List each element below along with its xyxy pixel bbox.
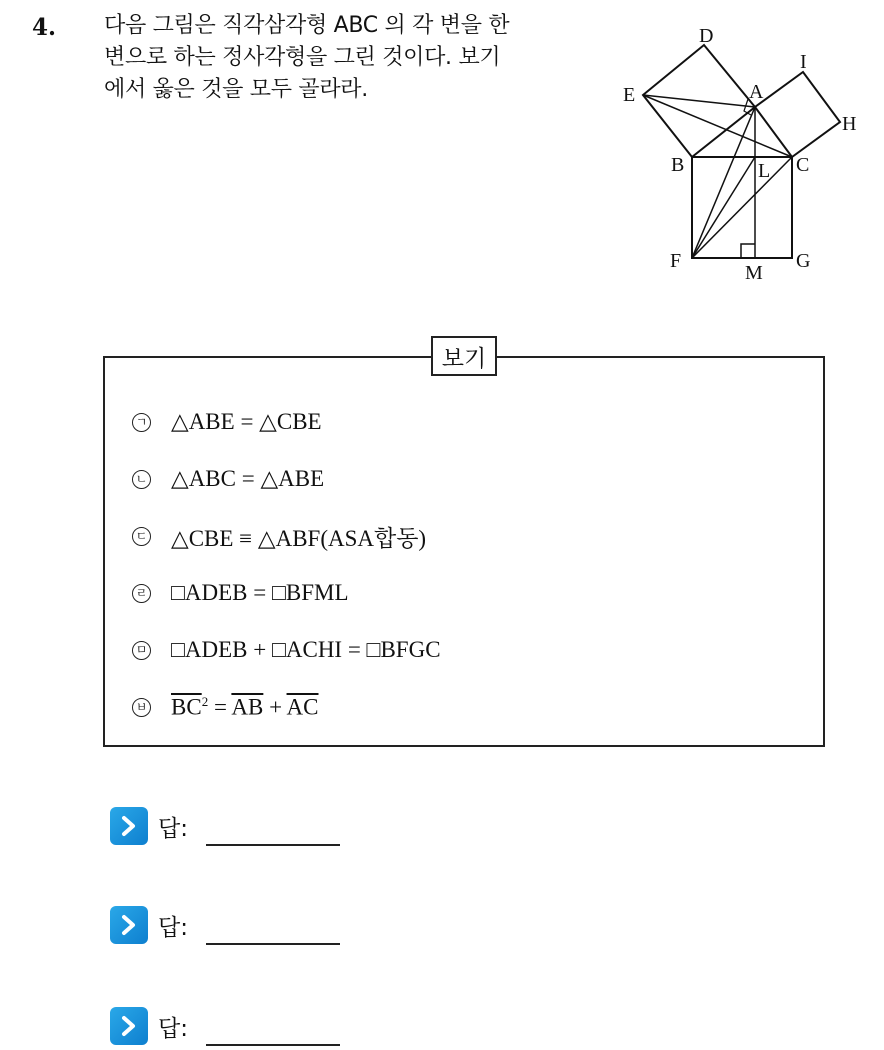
label-i: I [800, 51, 807, 73]
segment-ab: $\overline{AB}$ [231, 694, 264, 720]
option-6 [132, 687, 319, 727]
answer-label: 답: [158, 1015, 188, 1042]
option-marker: ㄴ [132, 470, 151, 489]
option-text: △CBE ≡ △ABF(ASA합동) [171, 525, 427, 551]
option-marker: ㄹ [132, 584, 151, 603]
option-2 [132, 459, 324, 499]
option-text: △ABC = △ABE [171, 466, 325, 491]
question-number: 4. [32, 14, 57, 41]
label-m: M [745, 262, 763, 284]
chevron-right-icon [110, 906, 148, 944]
pythagorean-figure [612, 14, 862, 286]
answer-label: 답: [158, 914, 188, 941]
label-b: B [671, 154, 685, 176]
exponent: 2 [201, 693, 209, 709]
chevron-right-icon [110, 1007, 148, 1045]
option-1 [132, 402, 322, 442]
label-g: G [796, 250, 811, 272]
option-marker: ㄱ [132, 413, 151, 432]
option-marker: ㅁ [132, 641, 151, 660]
option-5 [132, 630, 441, 670]
option-marker: ㄷ [132, 527, 151, 546]
question-line-3: 에서 옳은 것을 모두 골라라. [104, 77, 368, 102]
question-line-1: 다음 그림은 직각삼각형 ABC 의 각 변을 한 [104, 13, 510, 38]
segment-ea [643, 95, 755, 107]
label-f: F [670, 250, 682, 272]
option-text: △ABE = △CBE [171, 409, 322, 434]
segment-fa [692, 107, 755, 258]
option-text: □ADEB + □ACHI = □BFGC [171, 637, 441, 662]
option-3 [132, 516, 426, 556]
answer-row-3 [110, 1006, 340, 1046]
equals-sign: = [208, 694, 232, 720]
answer-label: 답: [158, 815, 188, 842]
answer-blank[interactable] [206, 943, 340, 945]
label-e: E [623, 84, 636, 106]
segment-fl [692, 157, 755, 258]
example-box-title: 보기 [431, 336, 497, 376]
option-text: □ADEB = □BFML [171, 580, 349, 605]
label-c: C [796, 154, 810, 176]
answer-blank[interactable] [206, 1044, 340, 1046]
question-line-2: 변으로 하는 정사각형을 그린 것이다. 보기 [104, 45, 501, 70]
plus-sign: + [263, 694, 287, 720]
label-l: L [758, 160, 771, 182]
answer-blank[interactable] [206, 844, 340, 846]
question-text [104, 10, 594, 106]
right-angle-mark [741, 244, 755, 258]
segment-fc [692, 157, 792, 258]
label-h: H [842, 113, 857, 135]
label-a: A [749, 81, 764, 103]
answer-row-2 [110, 905, 340, 945]
chevron-right-icon [110, 807, 148, 845]
option-formula [171, 694, 319, 721]
segment-bc: $\overline{BC}$ [171, 694, 202, 720]
square-achi [755, 72, 840, 157]
answer-row-1 [110, 806, 340, 846]
option-4 [132, 573, 349, 613]
option-marker: ㅂ [132, 698, 151, 717]
label-d: D [699, 25, 714, 47]
segment-ac: $\overline{AC}$ [286, 694, 319, 720]
